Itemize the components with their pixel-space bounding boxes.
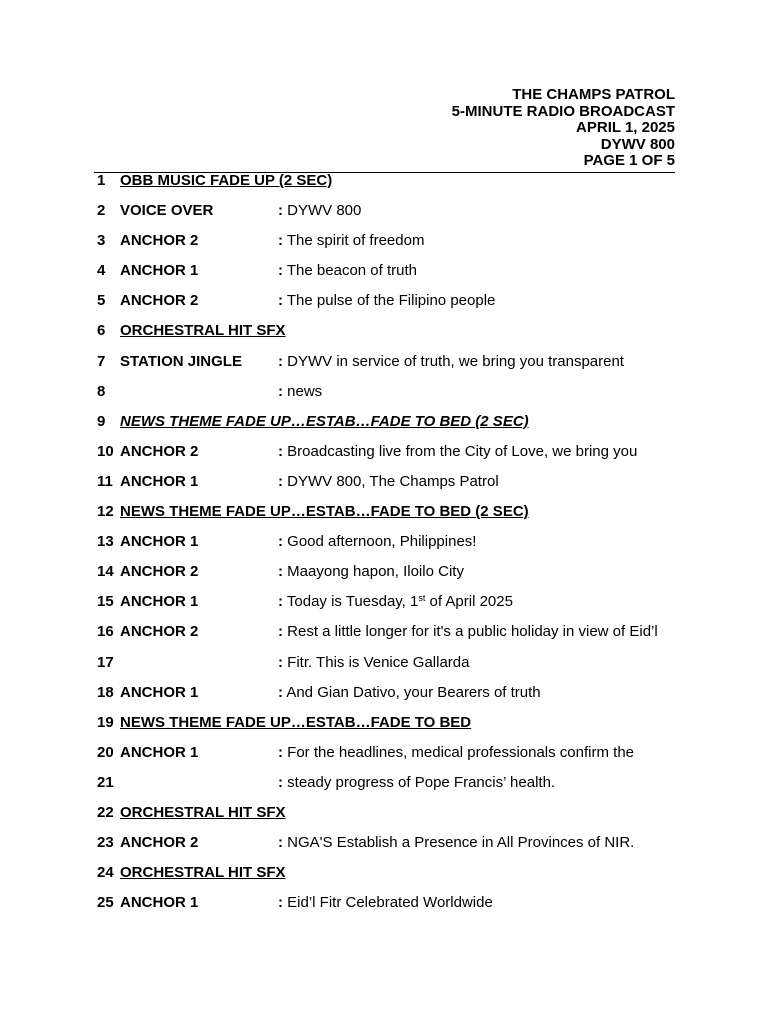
line-number: 4 [97,262,106,280]
colon-separator: : [278,232,283,250]
script-line [97,353,687,383]
dialogue: DYWV 800 [283,202,362,220]
line-number: 11 [97,472,113,490]
dialogue-text [278,623,658,641]
line-number: 5 [97,292,106,310]
colon-separator: : [278,472,283,490]
page-number: PAGE 1 OF 5 [583,152,675,170]
production-cue: ORCHESTRAL HIT SFX [120,864,286,882]
dialogue-text [278,744,634,762]
script-line [97,383,687,413]
production-cue: NEWS THEME FADE UP…ESTAB…FADE TO BED (2 SEC) [120,412,529,430]
line-number: 23 [97,834,114,852]
script-line [97,563,687,593]
dialogue: The pulse of the Filipino people [283,292,496,310]
broadcast-type: 5-MINUTE RADIO BROADCAST [451,102,675,120]
script-line [97,654,687,684]
colon-separator: : [278,202,283,220]
dialogue-text [278,232,424,250]
script-line [97,413,687,443]
colon-separator: : [278,442,283,460]
script-line [97,443,687,473]
dialogue-text [278,353,624,371]
dialogue-text [278,563,464,581]
line-number: 16 [97,623,114,641]
dialogue: steady progress of Pope Francis’ health. [283,773,556,791]
line-number: 6 [97,322,106,340]
script-line [97,804,687,834]
speaker-label: ANCHOR 1 [120,472,199,490]
dialogue-text [278,593,513,611]
speaker-label: ANCHOR 2 [120,442,199,460]
ordinal-suffix: st [418,593,426,604]
speaker-label: ANCHOR 1 [120,894,199,912]
line-number: 15 [97,593,114,611]
line-number: 18 [97,683,114,701]
station-call-sign: DYWV 800 [600,135,675,153]
script-line [97,623,687,653]
script-line [97,684,687,714]
script-line [97,894,687,924]
speaker-label: ANCHOR 1 [120,533,199,551]
colon-separator: : [278,773,283,791]
script-line [97,714,687,744]
line-number: 13 [97,533,114,551]
dialogue: For the headlines, medical professionals confirm the [283,743,635,761]
script-line [97,744,687,774]
line-number: 9 [97,412,106,430]
dialogue: Eid’l Fitr Celebrated Worldwide [283,894,493,912]
script-line [97,774,687,804]
dialogue: Rest a little longer for it's a public holiday in view of Eid’l [283,623,658,641]
colon-separator: : [278,683,283,701]
dialogue: Fitr. This is Venice Gallarda [283,653,470,671]
dialogue: Broadcasting live from the City of Love, we bring you [283,442,638,460]
colon-separator: : [278,653,283,671]
colon-separator: : [278,743,283,761]
colon-separator: : [278,292,283,310]
broadcast-date: APRIL 1, 2025 [576,119,675,137]
dialogue-text [278,473,499,491]
dialogue: Maayong hapon, Iloilo City [283,563,464,581]
speaker-label: ANCHOR 1 [120,262,199,280]
colon-separator: : [278,593,283,611]
speaker-label: ANCHOR 1 [120,683,199,701]
script-line [97,503,687,533]
dialogue-text [278,654,469,672]
dialogue: And Gian Dativo, your Bearers of truth [283,683,541,701]
speaker-label: ANCHOR 1 [120,593,199,611]
line-number: 20 [97,743,114,761]
colon-separator: : [278,533,283,551]
script-line [97,834,687,864]
line-number: 2 [97,202,106,220]
script-line [97,202,687,232]
line-number: 12 [97,503,114,521]
colon-separator: : [278,262,283,280]
speaker-label: ANCHOR 2 [120,834,199,852]
colon-separator: : [278,382,283,400]
line-number: 21 [97,773,114,791]
script-line [97,533,687,563]
speaker-label: ANCHOR 2 [120,623,199,641]
speaker-label: ANCHOR 1 [120,743,199,761]
speaker-label: ANCHOR 2 [120,232,199,250]
dialogue-continued: of April 2025 [425,593,513,611]
line-number: 3 [97,232,106,250]
line-number: 17 [97,653,114,671]
dialogue-text [278,533,476,551]
dialogue-text [278,262,417,280]
speaker-label: ANCHOR 2 [120,563,199,581]
script-line [97,593,687,623]
line-number: 7 [97,352,106,370]
line-number: 10 [97,442,114,460]
speaker-label: ANCHOR 2 [120,292,199,310]
colon-separator: : [278,623,283,641]
dialogue-text [278,684,541,702]
dialogue: DYWV in service of truth, we bring you transparent [283,352,624,370]
dialogue: NGA'S Establish a Presence in All Provinces of NIR. [283,834,635,852]
production-cue: NEWS THEME FADE UP…ESTAB…FADE TO BED (2 SEC) [120,503,529,521]
dialogue-text [278,834,634,852]
dialogue-text [278,383,322,401]
line-number: 22 [97,803,114,821]
colon-separator: : [278,352,283,370]
line-number: 24 [97,864,114,882]
colon-separator: : [278,894,283,912]
speaker-label: VOICE OVER [120,202,214,220]
script-line [97,292,687,322]
colon-separator: : [278,563,283,581]
production-cue: NEWS THEME FADE UP…ESTAB…FADE TO BED [120,713,472,731]
script-line [97,473,687,503]
colon-separator: : [278,834,283,852]
production-cue: ORCHESTRAL HIT SFX [120,322,286,340]
script-line [97,172,687,202]
dialogue: news [283,382,323,400]
document-header [275,87,675,170]
line-number: 8 [97,382,106,400]
script-lines [97,172,687,924]
dialogue: Good afternoon, Philippines! [283,533,477,551]
line-number: 25 [97,894,114,912]
script-line [97,232,687,262]
script-line [97,262,687,292]
dialogue-text [278,443,637,461]
dialogue-text [278,894,493,912]
dialogue-text [278,774,555,792]
dialogue: Today is Tuesday, 1 [283,593,419,611]
dialogue-text [278,292,495,310]
dialogue: The beacon of truth [283,262,417,280]
production-cue: ORCHESTRAL HIT SFX [120,803,286,821]
speaker-label: STATION JINGLE [120,352,242,370]
script-line [97,322,687,352]
program-title: THE CHAMPS PATROL [512,86,675,103]
line-number: 14 [97,563,114,581]
dialogue-text [278,202,361,220]
script-line [97,864,687,894]
production-cue: OBB MUSIC FADE UP (2 SEC) [120,172,333,189]
line-number: 19 [97,713,114,731]
dialogue: The spirit of freedom [283,232,425,250]
dialogue: DYWV 800, The Champs Patrol [283,472,499,490]
line-number: 1 [97,172,106,189]
